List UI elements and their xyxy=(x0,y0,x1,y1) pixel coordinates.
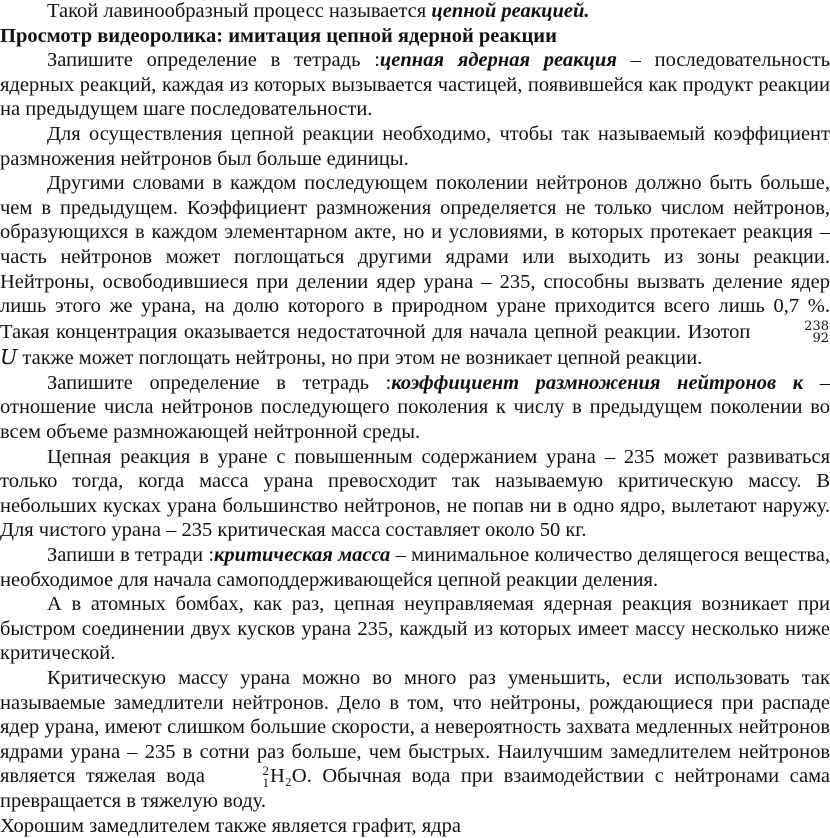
chain-intro-text: Такой лавинообразный процесс называется xyxy=(47,0,432,22)
paragraph-chain-definition xyxy=(0,48,830,122)
definition-lead: Запишите определение в тетрадь : xyxy=(47,49,380,72)
critical-definition-lead: Запиши в тетради : xyxy=(47,544,215,567)
paragraph-critical-mass: Цепная реакция в уране с повышенным содержанием урана – 235 может развиваться только тогда, когда масса урана превосходит так называемую критическую массу. В небольших кусках урана большинство нейтронов, не попав ни в одно ядро, вылетают наружу. Для чистого урана – 235 критическая масса составляет около 50 кг. xyxy=(0,445,830,542)
k-definition-term: коэффициент размножения нейтронов к xyxy=(391,371,804,394)
deuterium-atomic-number: 1 xyxy=(262,774,269,790)
chain-reaction-term: цепной реакцией. xyxy=(431,0,590,22)
paragraph-critical-mass-definition xyxy=(0,543,830,592)
paragraph-atomic-bombs: А в атомных бомбах, как раз, цепная неуправляемая ядерная реакция возникает при быстром соединении двух кусков урана 235, каждый из которых имеет массу несколько ниже критической. xyxy=(0,593,830,665)
paragraph-k-definition xyxy=(0,371,830,445)
video-heading: Просмотр видеоролика: имитация цепной ядерной реакции xyxy=(0,24,557,47)
paragraph-multiplication: Для осуществления цепной реакции необходимо, чтобы так называемый коэффициент размножения нейтронов был больше единицы. xyxy=(0,122,830,170)
k-definition-text: – отношение числа нейтронов последующего поколения к числу в предыдущем поколении во всем объеме размножающей нейтронной среды. xyxy=(0,371,830,444)
paragraph-chain-intro xyxy=(0,0,830,24)
generations-text: Другими словами в каждом последующем поколении нейтронов должно быть больше, чем в предыдущем. Коэффициент размножения определяется не только числом нейтронов, образующихся в каждом элементарном акте, но и условиями, в которых протекает реакция – часть нейтронов может поглощаться другими ядрами или выходить из зоны реакции. Нейтроны, освободившиеся при делении ядер урана – 235, способны вызвать деление ядер лишь этого же урана, на долю которого в природном уране приходится всего лишь 0,7 %. Такая концентрация оказывается недостаточной для начала цепной реакции. Изотоп xyxy=(0,172,830,343)
isotope-symbol: U xyxy=(0,345,18,370)
critical-definition-text: – минимальное количество делящегося вещества, необходимое для начала самоподдерживающейся цепной реакции деления. xyxy=(0,544,830,591)
isotope-atomic-number: 92 xyxy=(812,331,829,347)
paragraph-graphite: Хорошим замедлителем также является графит, ядра xyxy=(0,814,461,837)
isotope-mass-number: 238 xyxy=(804,319,829,335)
definition-term: цепная ядерная реакция xyxy=(379,49,617,72)
paragraph-neutron-generations xyxy=(0,171,830,371)
k-definition-lead: Запишите определение в тетрадь : xyxy=(47,371,392,394)
hydrogen-symbol: H xyxy=(269,765,285,788)
water-formula-rest: ₂O xyxy=(284,765,307,788)
paragraph-moderators xyxy=(0,666,830,814)
deuterium-mass-number: 2 xyxy=(262,762,269,778)
definition-text: – последовательность ядерных реакций, каждая из которых вызывается частицей, появившейся как продукт реакции на предыдущем шаге последовательности. xyxy=(0,49,830,121)
moderators-rest: . Обычная вода при взаимодействии с нейтронами сама превращается в тяжелую воду. xyxy=(0,765,830,812)
generations-rest: также может поглощать нейтроны, но при этом не возникает цепной реакции. xyxy=(17,347,703,370)
moderators-text: Критическую массу урана можно во много раз уменьшить, если использовать так называемые замедлители нейтронов. Дело в том, что нейтроны, рождающиеся при распаде ядер урана, имеют слишком большие скорости, а невероятность захвата медленных нейтронов ядрами урана – 235 в сотни раз больше, чем быстрых. Наилучшим замедлителем нейтронов является тяжелая вода xyxy=(0,666,830,788)
heavy-water-formula xyxy=(215,762,307,790)
critical-definition-term: критическая масса xyxy=(214,544,391,567)
